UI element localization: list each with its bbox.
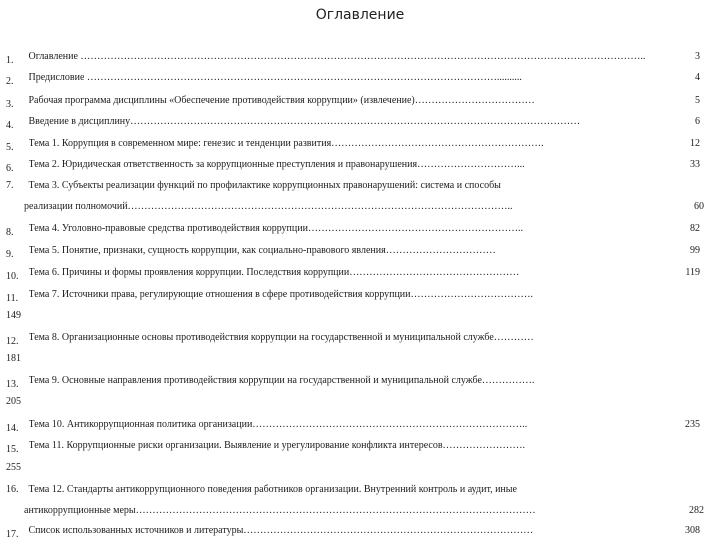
toc-number: 11. [6,293,19,301]
toc-text: Список использованных источников и литературы…………………………………………………………………………… [28,525,534,536]
toc-entry-continuation[interactable] [24,504,710,517]
toc-text: антикоррупционные меры………………………………………………………………………………………………………… [24,505,536,516]
toc-number: 5. [6,142,14,150]
toc-entry[interactable] [6,483,710,496]
toc-entry[interactable] [6,418,710,431]
toc-entry[interactable] [6,158,710,171]
toc-page: 99 [690,245,700,256]
toc-page-wrapped [6,461,710,474]
toc-entry[interactable] [6,94,710,107]
toc-number: 16. [6,484,19,495]
toc-entry-continuation[interactable] [24,200,710,213]
toc-entry[interactable] [6,137,710,150]
toc-text: Тема 9. Основные направления противодействия коррупции на государственной и муниципальной службе……………. [28,375,535,386]
toc-number: 6. [6,163,14,171]
toc-text: Тема 7. Источники права, регулирующие отношения в сфере противодействия коррупции………………………………. [28,289,533,300]
toc-page: 255 [6,462,21,473]
toc-text: Рабочая программа дисциплины «Обеспечение противодействия коррупции» (извлечение)……………………………… [28,95,535,106]
toc-page-wrapped [6,395,710,408]
toc-page-wrapped [6,352,710,365]
toc-page: 181 [6,353,21,364]
toc-text: Тема 12. Стандарты антикоррупционного поведения работников организации. Внутренний контроль и аудит, иные [28,484,517,495]
toc-entry[interactable] [6,374,710,387]
toc-entry[interactable] [6,222,710,235]
toc-entry[interactable] [6,50,710,63]
toc-entry[interactable] [6,115,710,128]
toc-page: 149 [6,310,21,321]
toc-number: 15. [6,444,19,452]
toc-page: 308 [685,525,700,536]
toc-entry[interactable] [6,244,710,257]
toc-page: 235 [685,419,700,430]
toc-text: реализации полномочий…………………………………………………………………………………………………….. [24,201,513,212]
toc-text: Тема 1. Коррупция в современном мире: генезис и тенденции развития………………………………………………………. [28,138,544,149]
toc-number: 12. [6,336,19,344]
toc-text: Тема 5. Понятие, признаки, сущность коррупции, как социально-правового явления…………………………… [28,245,496,256]
toc-page: 60 [694,201,704,212]
toc-entry[interactable] [6,439,710,452]
toc-entry[interactable] [6,179,710,192]
toc-entry[interactable] [6,71,710,84]
toc-entry[interactable] [6,266,710,279]
toc-page: 6 [695,116,700,127]
toc-number: 14. [6,423,19,431]
toc-page: 4 [695,72,700,83]
toc-text: Тема 11. Коррупционные риски организации. Выявление и урегулирование конфликта интересов……………………. [28,440,526,451]
toc-page: 282 [689,505,704,516]
toc-text: Тема 8. Организационные основы противодействия коррупции на государственной и муниципальной службе………… [28,332,534,343]
toc-text: Тема 2. Юридическая ответственность за коррупционные преступления и правонарушения…………………………... [28,159,525,170]
toc-number: 2. [6,76,14,84]
toc-text: Введение в дисциплину……………………………………………………………………………………………………………………… [28,116,581,127]
toc-number: 10. [6,271,19,279]
toc-number: 17. [6,529,19,537]
toc-text: Предисловие …………………………………………………………………………………………………………….......... [28,72,522,83]
toc-number: 7. [6,180,14,191]
toc-text: Тема 10. Антикоррупционная политика организации……………………………………………………………………….. [28,419,528,430]
toc-text: Оглавление …………………………………………………………………………………………………………………………………………………….. [28,51,646,62]
toc-text: Тема 4. Уголовно-правовые средства противодействия коррупции……………………………………………………….. [28,223,523,234]
page-title: Оглавление [315,7,405,23]
toc-number: 1. [6,55,14,63]
toc-entry[interactable] [6,331,710,344]
toc-page: 82 [690,223,700,234]
toc-page: 3 [695,51,700,62]
toc-number: 8. [6,227,14,235]
toc-number: 13. [6,379,19,387]
toc-number: 3. [6,99,14,107]
toc-page: 205 [6,396,21,407]
toc-page: 119 [685,267,700,278]
toc-text: Тема 3. Субъекты реализации функций по профилактике коррупционных правонарушений: система и способы [28,180,501,191]
toc-page: 33 [690,159,700,170]
toc-entry[interactable] [6,288,710,301]
toc-number: 9. [6,249,14,257]
toc-text: Тема 6. Причины и формы проявления коррупции. Последствия коррупции…………………………………………… [28,267,520,278]
toc-page-wrapped [6,309,710,322]
toc-page: 12 [690,138,700,149]
toc-page: 5 [695,95,700,106]
toc-entry[interactable] [6,524,710,537]
toc-number: 4. [6,120,14,128]
